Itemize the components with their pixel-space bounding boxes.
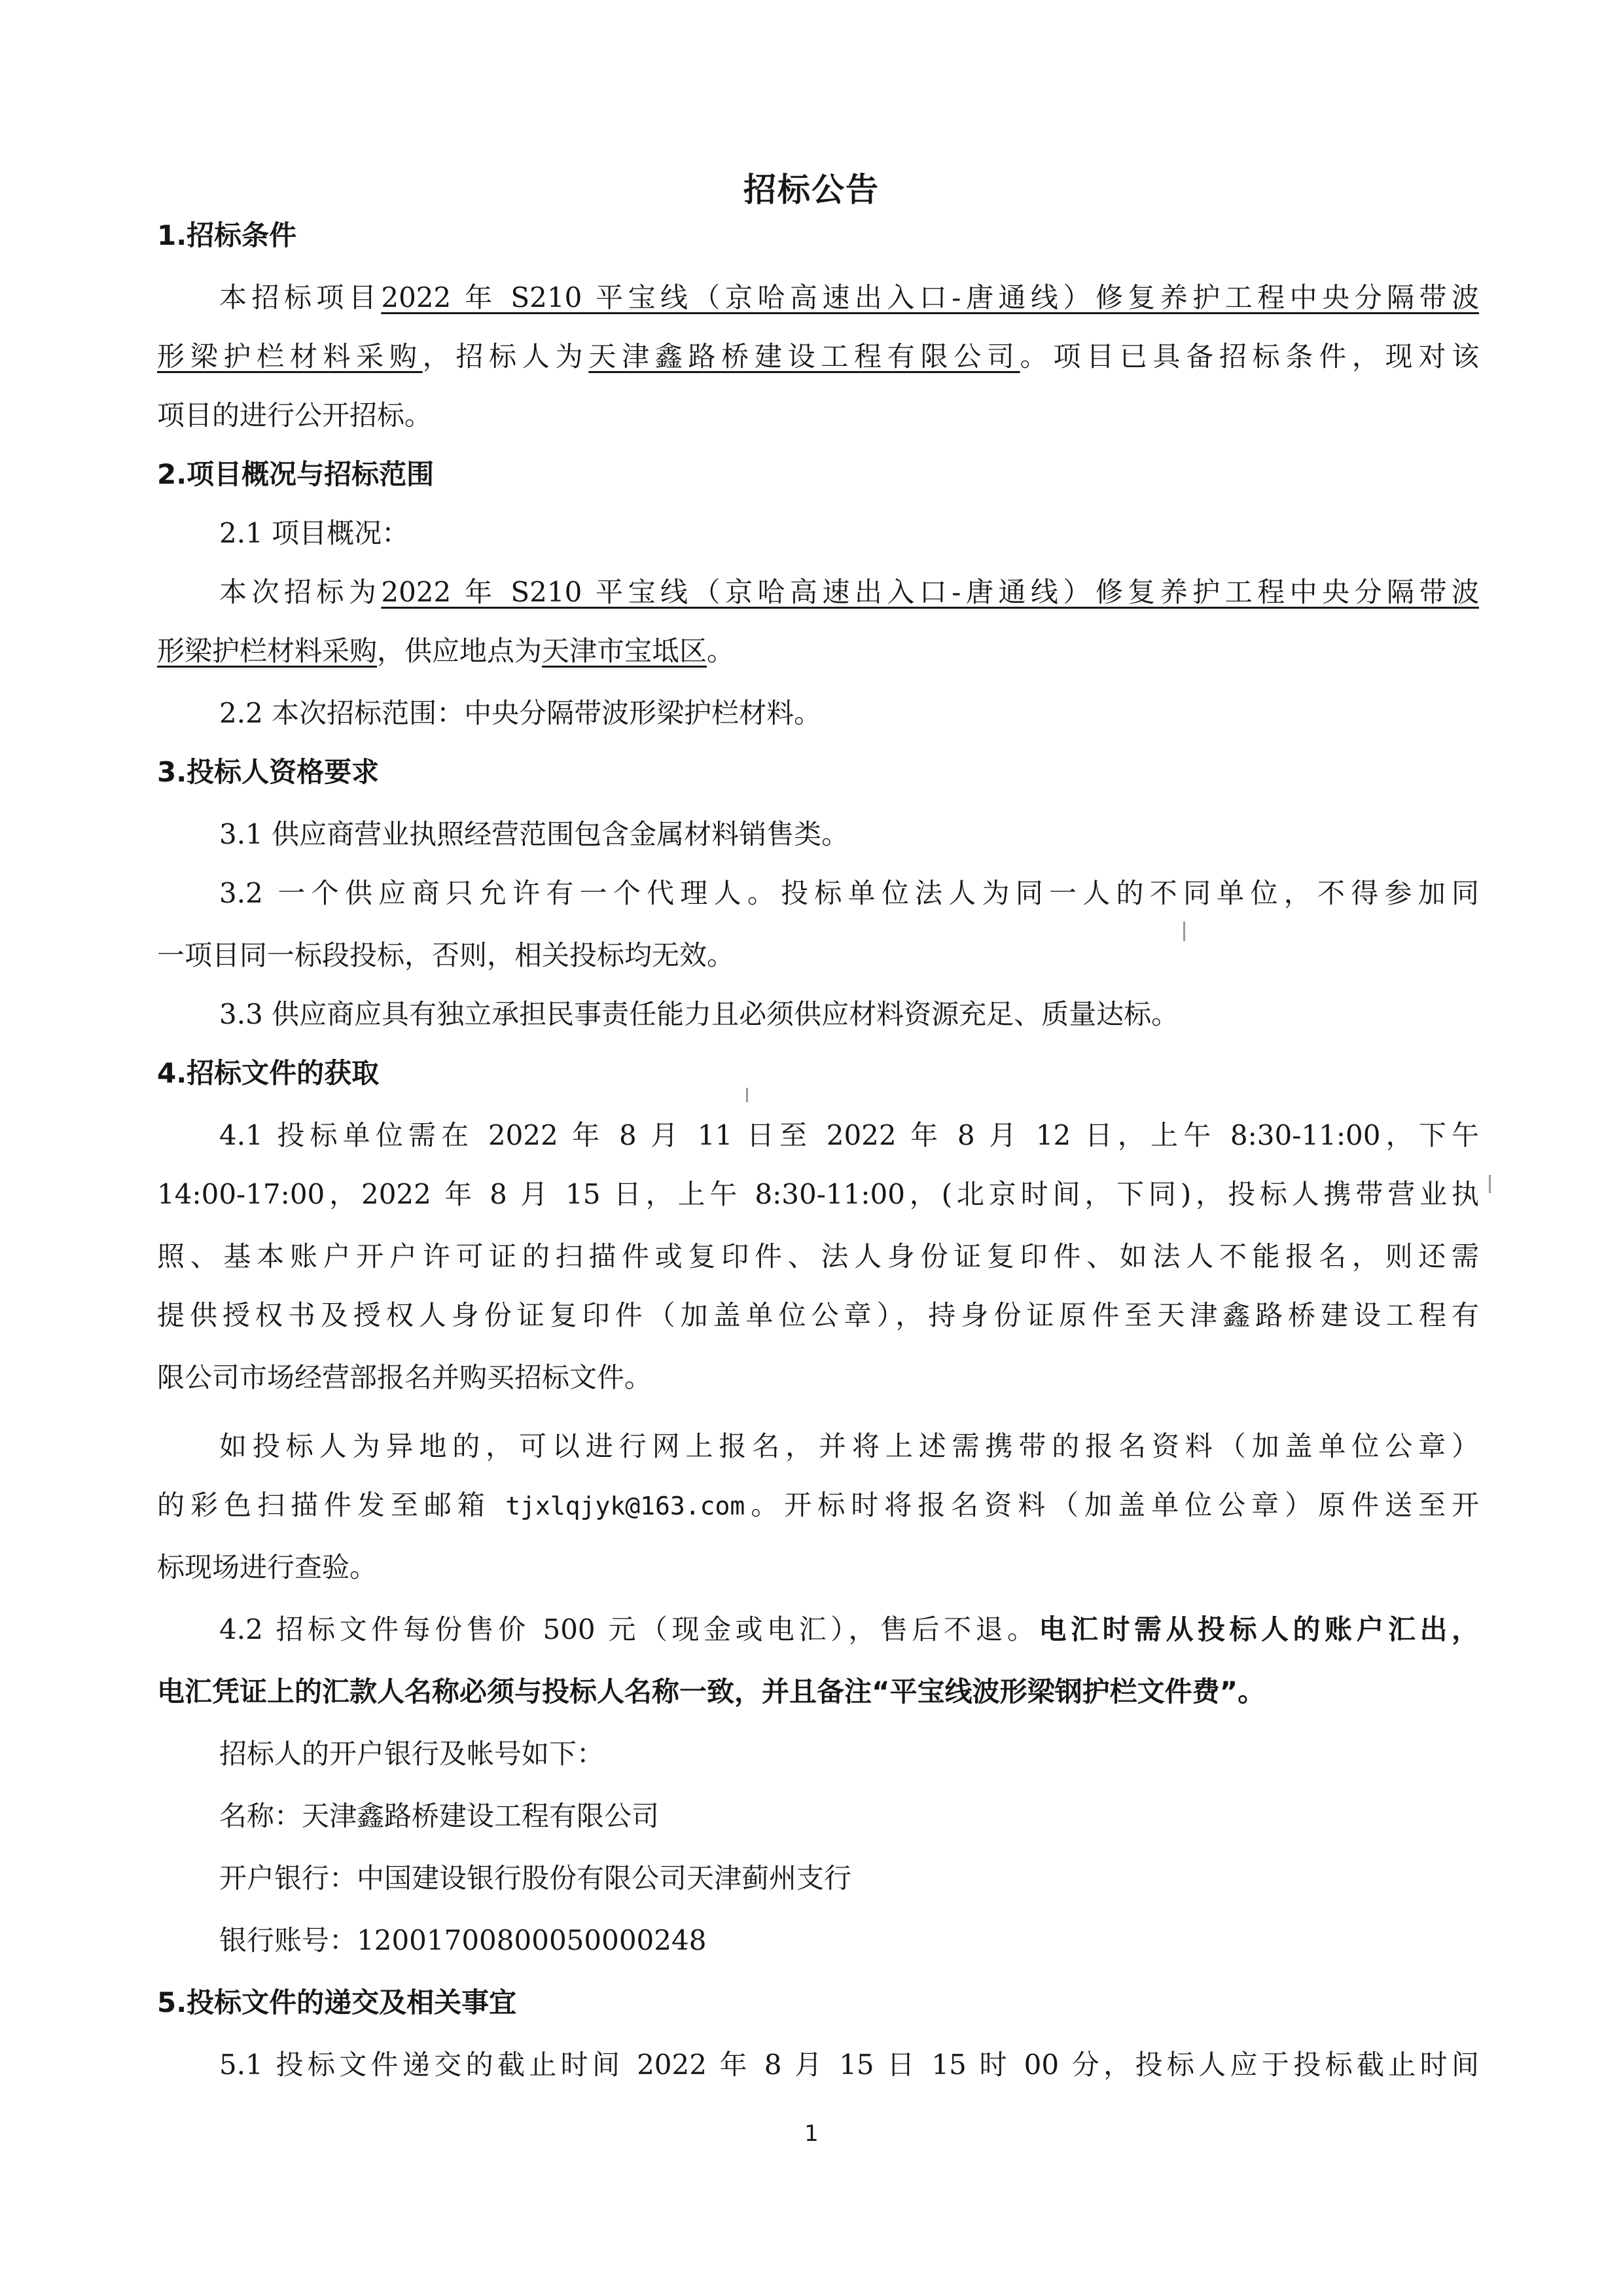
scan-mark [746,1088,748,1102]
remote-registration-line-1: 如投标人为异地的，可以进行网上报名，并将上述需携带的报名资料（加盖单位公章） [219,1430,1479,1462]
text-run: 本招标项目 [219,281,382,314]
section-1-heading: 1.招标条件 [157,219,297,251]
project-name-underlined: 形梁护栏材料采购 [157,635,378,667]
section-4-1-line-5: 限公司市场经营部报名并购买招标文件。 [157,1361,652,1393]
bold-text-run: 电汇时需从投标人的账户汇出， [1039,1613,1479,1645]
text-run: ，招标人为 [422,340,589,372]
bank-account-name: 名称：天津鑫路桥建设工程有限公司 [219,1800,660,1832]
text-run: ，供应地点为 [377,635,543,667]
project-name-underlined: 2022 年 S210 平宝线（京哈高速出入口-唐通线）修复养护工程中央分隔带波 [381,576,1479,608]
text-run: 4.2 招标文件每份售价 500 元（现金或电汇），售后不退。 [219,1613,1039,1645]
project-name-underlined: 2022 年 S210 平宝线（京哈高速出入口-唐通线）修复养护工程中央分隔带波 [381,281,1479,314]
section-3-item-1: 3.1 供应商营业执照经营范围包含金属材料销售类。 [219,818,849,850]
section-3-heading: 3.投标人资格要求 [157,756,380,788]
section-2-1-label: 2.1 项目概况： [219,517,410,549]
text-run: 。开标时将报名资料（加盖单位公章）原件送至开 [745,1489,1479,1521]
project-name-underlined: 形梁护栏材料采购 [157,340,423,372]
section-2-2-scope: 2.2 本次招标范围：中央分隔带波形梁护栏材料。 [219,697,822,729]
scan-mark [1489,1175,1491,1193]
section-4-1-line-3: 照、基本账户开户许可证的扫描件或复印件、法人身份证复印件、如法人不能报名，则还需 [157,1240,1479,1272]
page-title: 招标公告 [743,171,880,209]
bank-intro: 招标人的开户银行及帐号如下： [219,1738,605,1770]
section-4-2-line-1 [219,1610,1479,1649]
section-4-1-line-4: 提供授权书及授权人身份证复印件（加盖单位公章），持身份证原件至天津鑫路桥建设工程有 [157,1299,1479,1331]
section-1-para-line-2 [157,337,1479,376]
section-4-2-line-2: 电汇凭证上的汇款人名称必须与投标人名称一致，并且备注“平宝线波形梁钢护栏文件费”。 [157,1676,1266,1708]
supply-place-underlined: 天津市宝坻区 [542,635,707,667]
section-2-para-line-2 [157,632,1479,671]
section-5-1-line-1: 5.1 投标文件递交的截止时间 2022 年 8 月 15 日 15 时 00 分，投标人应于投标截止时间 [219,2049,1479,2081]
text-run: 的彩色扫描件发至邮箱 [157,1489,506,1521]
section-3-item-2-line-2: 一项目同一标段投标，否则，相关投标均无效。 [157,939,735,971]
scan-mark [1183,922,1185,941]
section-5-heading: 5.投标文件的递交及相关事宜 [157,1986,517,2018]
section-2-para-line-1 [219,573,1479,612]
section-4-heading: 4.招标文件的获取 [157,1057,380,1089]
section-3-item-3: 3.3 供应商应具有独立承担民事责任能力且必须供应材料资源充足、质量达标。 [219,998,1179,1030]
page-number: 1 [804,2121,819,2147]
bank-account-number: 银行账号：12001700800050000248 [219,1924,707,1956]
section-1-para-line-1 [219,278,1479,317]
section-1-para-line-3: 项目的进行公开招标。 [157,399,433,431]
text-run: 。项目已具备招标条件，现对该 [1020,340,1479,372]
remote-registration-line-2 [157,1486,1479,1525]
section-4-1-line-2: 14:00-17:00，2022 年 8 月 15 日，上午 8:30-11:00，(北京时间，下同)，投标人携带营业执 [157,1178,1479,1210]
bank-branch: 开户银行：中国建设银行股份有限公司天津蓟州支行 [219,1862,852,1894]
text-run: 本次招标为 [219,576,382,608]
section-2-heading: 2.项目概况与招标范围 [157,458,435,490]
tenderer-name-underlined: 天津鑫路桥建设工程有限公司 [588,340,1020,372]
email-address: tjxlqjyk@163.com [505,1492,745,1520]
section-3-item-2-line-1: 3.2 一个供应商只允许有一个代理人。投标单位法人为同一人的不同单位，不得参加同 [219,877,1479,909]
section-4-1-line-1: 4.1 投标单位需在 2022 年 8 月 11 日至 2022 年 8 月 12 日，上午 8:30-11:00，下午 [219,1119,1479,1151]
text-run: 。 [707,635,735,667]
remote-registration-line-3: 标现场进行查验。 [157,1551,378,1583]
